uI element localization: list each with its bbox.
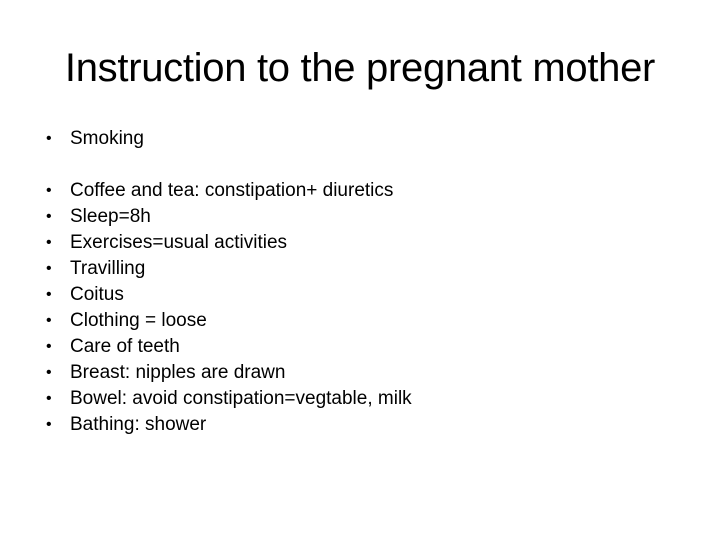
- bullet-icon: •: [46, 130, 52, 147]
- list-item-text: Travilling: [70, 258, 146, 279]
- list-item-text: Clothing = loose: [70, 310, 207, 331]
- bullet-icon: •: [46, 364, 52, 381]
- list-item-text: Smoking: [70, 128, 144, 149]
- bullet-icon: •: [46, 390, 52, 407]
- bullet-icon: •: [46, 234, 52, 251]
- list-item-text: Exercises=usual activities: [70, 232, 288, 253]
- bullet-list: [46, 126, 686, 438]
- bullet-icon: •: [46, 416, 52, 433]
- bullet-icon: •: [46, 208, 52, 225]
- list-item: [46, 204, 686, 230]
- bullet-icon: •: [46, 312, 52, 329]
- list-item-text: Sleep=8h: [70, 206, 151, 227]
- bullet-icon: •: [46, 260, 52, 277]
- list-item-smoking: [46, 126, 686, 152]
- list-item-text: Coffee and tea: constipation+ diuretics: [70, 180, 394, 201]
- list-item: [46, 230, 686, 256]
- bullet-icon: •: [46, 338, 52, 355]
- list-item-text: Bathing: shower: [70, 414, 207, 435]
- list-item: [46, 308, 686, 334]
- list-item: [46, 256, 686, 282]
- list-item-text: Coitus: [70, 284, 124, 305]
- list-item-text: Breast: nipples are drawn: [70, 362, 286, 383]
- list-item: [46, 412, 686, 438]
- slide-title: Instruction to the pregnant mother: [64, 46, 656, 90]
- list-item-text: Bowel: avoid constipation=vegtable, milk: [70, 388, 412, 409]
- list-item: [46, 334, 686, 360]
- list-item-text: Care of teeth: [70, 336, 180, 357]
- list-item: [46, 360, 686, 386]
- bullet-icon: •: [46, 286, 52, 303]
- list-item: [46, 282, 686, 308]
- bullet-icon: •: [46, 182, 52, 199]
- list-item: [46, 178, 686, 204]
- list-item: [46, 386, 686, 412]
